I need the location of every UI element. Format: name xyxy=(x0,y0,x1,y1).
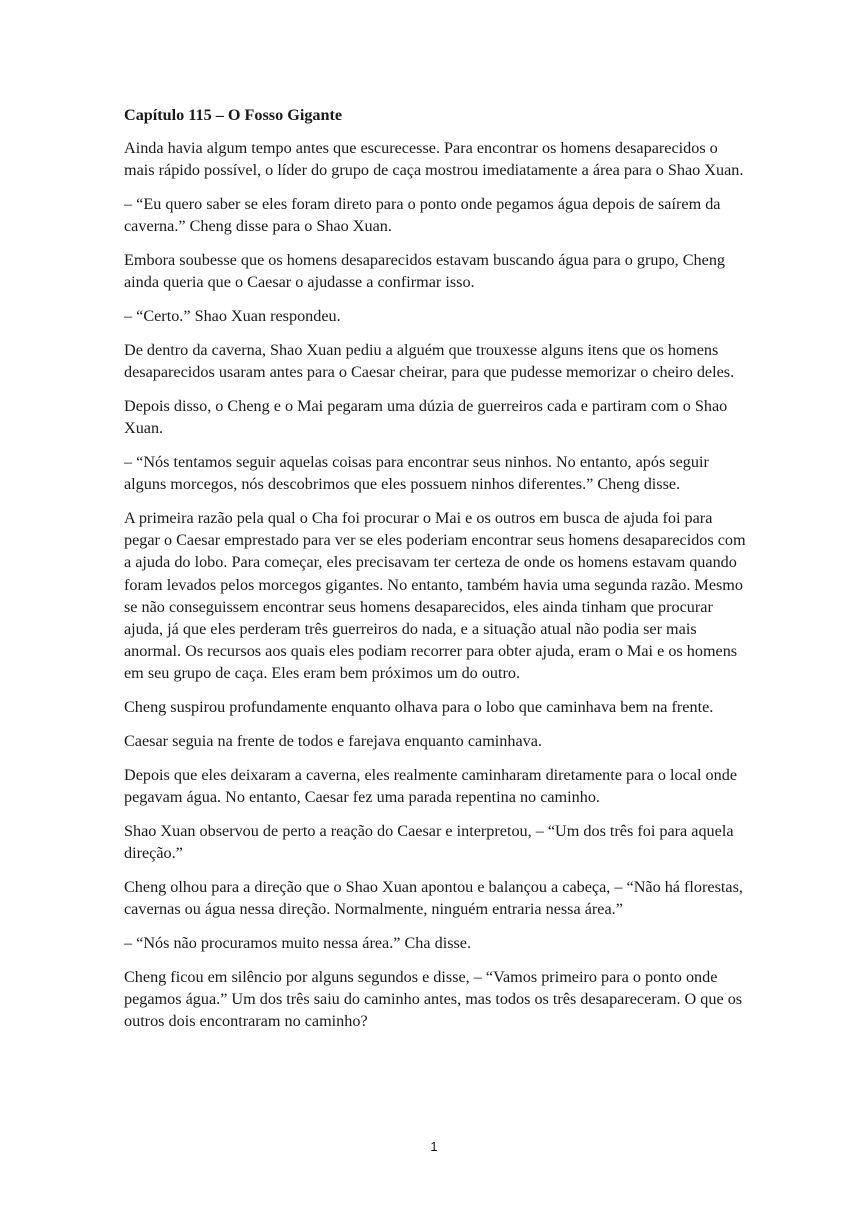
paragraph: Shao Xuan observou de perto a reação do Caesar e interpretou, – “Um dos três foi para aquela direção.” xyxy=(124,821,734,863)
paragraph: De dentro da caverna, Shao Xuan pediu a alguém que trouxesse alguns itens que os homens desaparecidos usaram antes para o Caesar cheirar, para que pudesse memorizar o cheiro deles. xyxy=(124,341,735,382)
paragraph: Cheng olhou para a direção que o Shao Xuan apontou e balançou a cabeça, – “Não há florestas, cavernas ou água nessa direção. Normalmente, ninguém entraria nessa área.” xyxy=(124,877,743,919)
paragraph: – “Eu quero saber se eles foram direto para o ponto onde pegamos água depois de saírem da caverna.” Cheng disse para o Shao Xuan. xyxy=(124,195,721,236)
paragraph: – “Certo.” Shao Xuan respondeu. xyxy=(124,307,341,326)
paragraph: Depois disso, o Cheng e o Mai pegaram uma dúzia de guerreiros cada e partiram com o Shao Xuan. xyxy=(124,397,728,438)
paragraph: A primeira razão pela qual o Cha foi procurar o Mai e os outros em busca de ajuda foi para pegar o Caesar emprestado para ver se eles poderiam encontrar seus homens desaparecidos com a ajuda do lobo. Para começar, eles precisavam ter certeza de onde os homens estavam quando foram levados pelos morcegos gigantes. No entanto, também havia uma segunda razão. Mesmo se não conseguissem encontrar seus homens desaparecidos, eles ainda tinham que procurar ajuda, já que eles perderam três guerreiros do nada, e a situação atual não podia ser mais anormal. Os recursos aos quais eles podiam recorrer para obter ajuda, eram o Mai e os homens em seu grupo de caça. Eles eram bem próximos um do outro. xyxy=(124,509,746,683)
document-body xyxy=(124,104,746,1044)
page-number: 1 xyxy=(430,1139,438,1154)
paragraph: – “Nós tentamos seguir aquelas coisas para encontrar seus ninhos. No entanto, após seguir alguns morcegos, nós descobrimos que eles possuem ninhos diferentes.” Cheng disse. xyxy=(124,453,709,494)
paragraph: Cheng suspirou profundamente enquanto olhava para o lobo que caminhava bem na frente. xyxy=(124,698,714,717)
paragraph: Cheng ficou em silêncio por alguns segundos e disse, – “Vamos primeiro para o ponto onde pegamos água.” Um dos três saiu do caminho antes, mas todos os três desapareceram. O que os outros dois encontraram no caminho? xyxy=(124,967,743,1031)
paragraph: – “Nós não procuramos muito nessa área.” Cha disse. xyxy=(124,933,472,952)
paragraph: Caesar seguia na frente de todos e farejava enquanto caminhava. xyxy=(124,732,542,751)
chapter-title: Capítulo 115 – O Fosso Gigante xyxy=(124,106,343,124)
paragraph: Ainda havia algum tempo antes que escurecesse. Para encontrar os homens desaparecidos o mais rápido possível, o líder do grupo de caça mostrou imediatamente a área para o Shao Xuan. xyxy=(124,139,744,180)
paragraph: Depois que eles deixaram a caverna, eles realmente caminharam diretamente para o local onde pegavam água. No entanto, Caesar fez uma parada repentina no caminho. xyxy=(124,765,738,807)
paragraph: Embora soubesse que os homens desaparecidos estavam buscando água para o grupo, Cheng ainda queria que o Caesar o ajudasse a confirmar isso. xyxy=(124,251,726,292)
